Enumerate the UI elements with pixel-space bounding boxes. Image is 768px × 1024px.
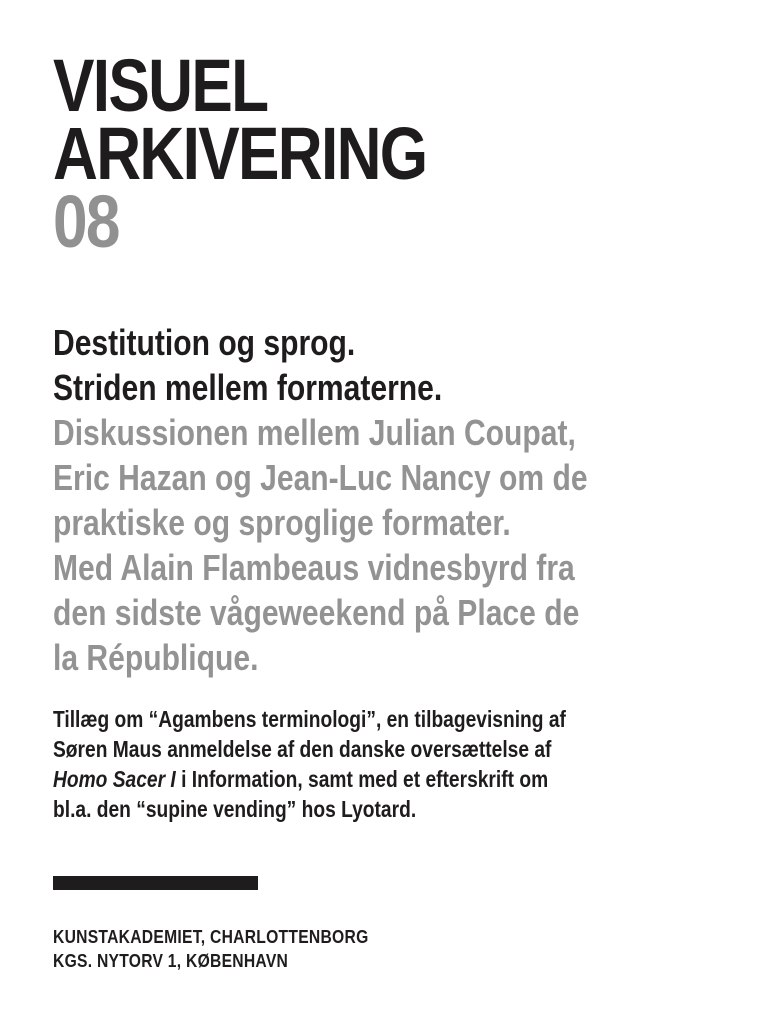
poster-title [53,44,427,263]
divider-bar [53,876,258,890]
title-line-arkivering: ARKIVERING [53,112,427,195]
addendum-line-rest: i Information, samt med et efterskrift om [175,766,549,792]
venue-name: KUNSTAKADEMIET, CHARLOTTENBORG [53,927,369,947]
lead-description-line: la République. [53,637,259,678]
addendum-paragraph [53,704,721,824]
issue-number: 08 [53,180,119,263]
lead-description-line: den sidste vågeweekend på Place de [53,592,580,633]
lead-description-line: Med Alain Flambeaus vidnesbyrd fra [53,547,575,588]
lead-description-line: praktiske og sproglige formater. [53,502,511,543]
addendum-line: Tillæg om “Agambens terminologi”, en tilbagevisning af [53,706,566,732]
title-line-visuel: VISUEL [53,44,268,127]
book-title: Homo Sacer I [53,766,176,792]
lead-description-line: Eric Hazan og Jean-Luc Nancy om de [53,457,588,498]
lead-paragraph [53,320,721,680]
lead-heading-line: Striden mellem formaterne. [53,367,443,408]
lead-heading-line: Destitution og sprog. [53,322,356,363]
addendum-line: bl.a. den “supine vending” hos Lyotard. [53,796,417,822]
addendum-line [53,764,721,794]
addendum-line: Søren Maus anmeldelse af den danske oversættelse af [53,736,552,762]
venue-address [53,925,488,973]
lead-description-line: Diskussionen mellem Julian Coupat, [53,412,576,453]
venue-street: KGS. NYTORV 1, KØBENHAVN [53,951,289,971]
